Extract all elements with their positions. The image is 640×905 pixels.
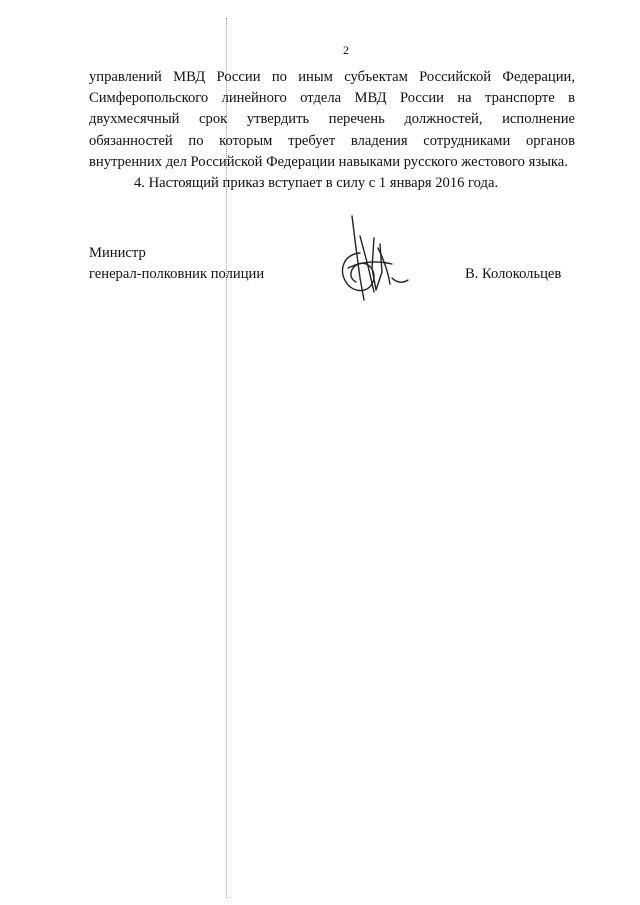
signer-name: В. Колокольцев — [465, 266, 562, 282]
page-number: 2 — [343, 43, 349, 57]
handwritten-signature — [330, 208, 420, 308]
paragraph-continued: управлений МВД России по иным субъектам Российской Федерации, Симферопольского линейного отдела МВД России на транспорте в двухмесячный срок утвердить перечень должностей, исполнение обязанностей по которым требует владения сотрудниками органов внутренних дел Российской Федерации навыками русского жестового языка. — [89, 69, 575, 170]
paragraph-4-effective-date: 4. Настоящий приказ вступает в силу с 1 января 2016 года. — [134, 175, 499, 192]
order-body-text — [89, 67, 575, 194]
signatory-position: Министр — [89, 245, 146, 261]
signatory-title — [89, 243, 264, 285]
signatory-rank: генерал-полковник полиции — [89, 266, 265, 282]
